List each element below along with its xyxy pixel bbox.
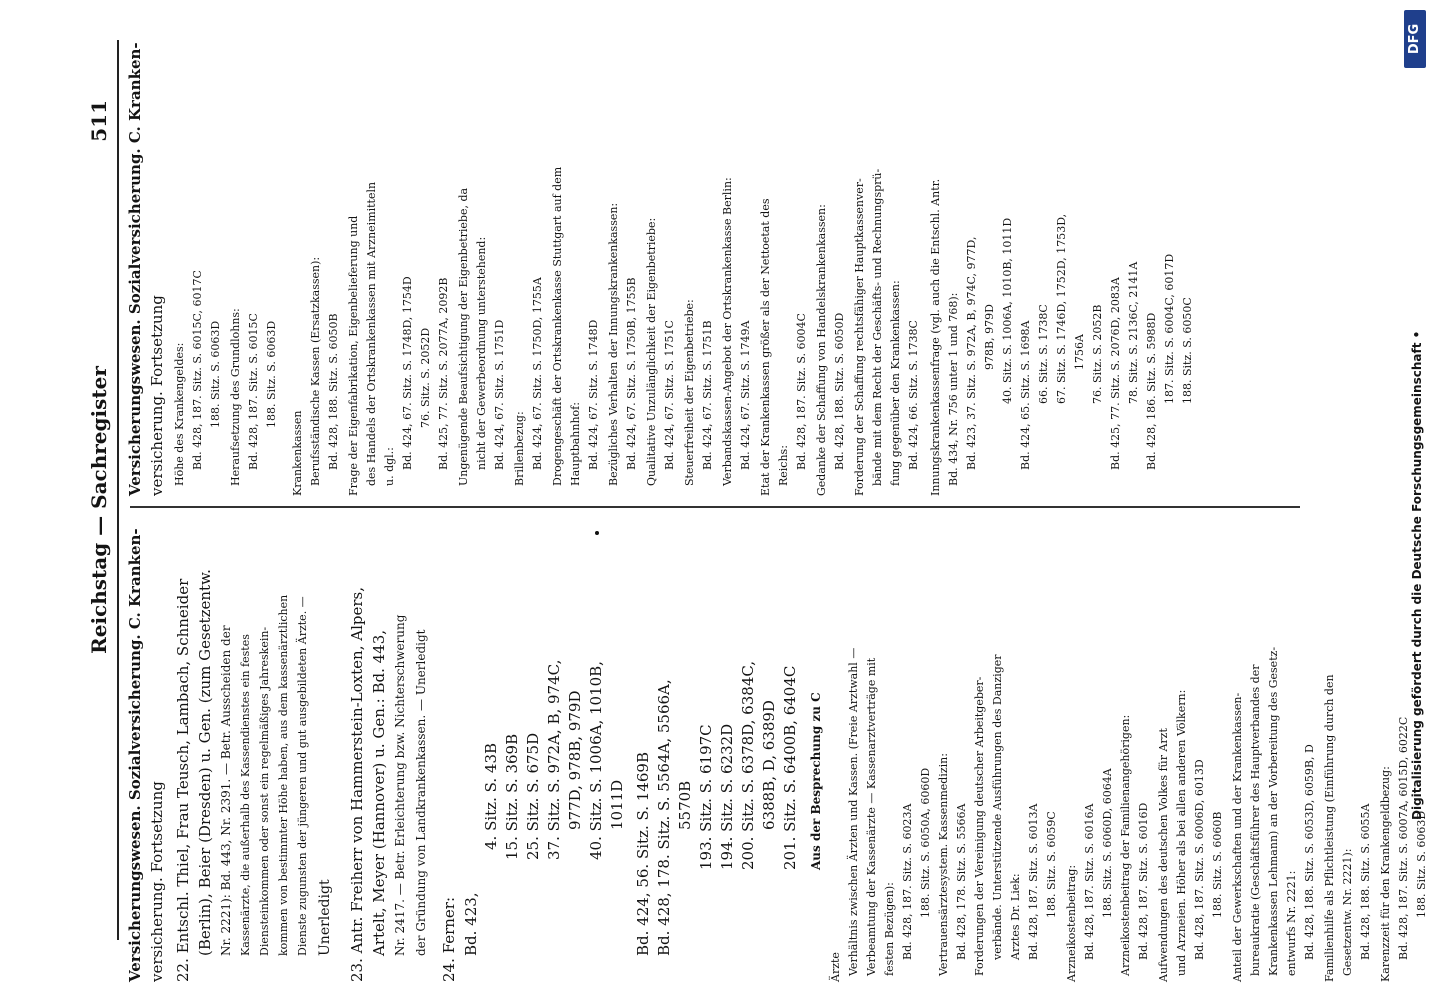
index-entry-line: 24. Ferner: <box>440 896 458 982</box>
index-entry-line: Bd. 428, 188. Sitz. S. 6050D <box>833 312 846 470</box>
running-head <box>87 100 123 940</box>
index-entry-line: bureaukratie (Geschäftsführer des Hauptverbandes der <box>1249 664 1262 976</box>
index-entry-line: Bd. 428, 188. Sitz. S. 6050B <box>327 313 340 470</box>
index-entry-line: 40. Sitz. S. 1006A, 1010B, <box>587 661 605 860</box>
index-entry-line: Bd. 428, 187. Sitz. S. 6015C, 6017C <box>191 270 204 470</box>
index-entry-line: Bd. 425, 77. Sitz. S. 2077A, 2092B <box>437 277 450 470</box>
index-entry-line: Ungenügende Beaufsichtigung der Eigenbetriebe, da <box>457 187 470 486</box>
ink-speck <box>595 531 599 535</box>
index-entry-line: Bd. 428, 187. Sitz. S. 6015C <box>247 313 260 470</box>
index-entry-line: festen Bezügen): <box>883 882 896 976</box>
index-entry-line: Nr. 2417. — Betr. Erleichterung bzw. Nichterschwerung <box>393 614 407 956</box>
index-entry-line: 188. Sitz. S. 6050C <box>1181 297 1194 404</box>
index-entry-line: fung gegenüber den Krankenkassen: <box>889 280 902 486</box>
index-entry-line: Innungskrankenkassenfrage (vgl. auch die Entschl. Antr. <box>929 178 942 496</box>
index-entry-line: Bd. 424, 67. Sitz. S. 1750B, 1755B <box>625 277 638 470</box>
header-rule <box>117 40 119 940</box>
index-entry-line: 188. Sitz. S. 6060D, 6064A <box>1101 768 1114 918</box>
index-entry-line: 200. Sitz. S. 6378D, 6384C, <box>739 660 757 870</box>
index-entry-line: Brillenbezug: <box>513 411 526 486</box>
index-entry-line: Bd. 424, 66. Sitz. S. 1738C <box>907 320 920 470</box>
index-entry-line: des Handels der Ortskrankenkassen mit Arzneimitteln <box>365 181 378 486</box>
index-entry-line: Bd. 428, 187. Sitz. S. 6013A <box>1027 803 1040 960</box>
index-entry-line: 188. Sitz. S. 6063D <box>265 320 278 428</box>
index-entry-line: 76. Sitz. S. 2052B <box>1091 304 1104 404</box>
index-entry-line: 5570B <box>676 780 694 830</box>
index-entry-line: Bd. 423, <box>462 892 480 956</box>
index-entry-line: Artelt, Meyer (Hannover) u. Gen.: Bd. 443, <box>370 629 388 956</box>
index-entry-line: Bd. 424, 67. Sitz. S. 1751D <box>493 319 506 470</box>
index-entry-line: Bd. 428, 187. Sitz. S. 6007A, 6015D, 6022C <box>1397 716 1410 960</box>
index-entry-line: Hauptbahnhof: <box>569 402 582 486</box>
index-entry-line: 1011D <box>608 779 626 830</box>
index-entry-line: Bd. 424, 67. Sitz. S. 1748D <box>587 319 600 470</box>
index-entry-line: Aus der Besprechung zu C <box>809 692 823 870</box>
index-entry-line: 25. Sitz. S. 675D <box>524 732 542 860</box>
index-entry-line: Verbandskassen-Angebot der Ortskrankenkasse Berlin: <box>721 177 734 486</box>
index-entry-line: Bd. 428, 187. Sitz. S. 6006D, 6013D <box>1193 759 1206 960</box>
index-entry-line: 188. Sitz. S. 6063D <box>1415 810 1428 918</box>
index-entry-line: Bd. 428, 178. Sitz. S. 5564A, 5566A, <box>655 679 673 956</box>
index-entry-line: Bd. 424, 67. Sitz. S. 1751C <box>663 320 676 470</box>
index-entry-line: Bd. 424, 56. Sitz. S. 1469B <box>634 752 652 956</box>
index-entry-line: Verbeamtung der Kassenärzte — Kassenarztverträge mit <box>865 657 878 976</box>
index-entry-line: 1756A <box>1073 334 1086 370</box>
index-entry-line: 78. Sitz. S. 2136C, 2141A <box>1127 261 1140 404</box>
index-entry-line: 188. Sitz. S. 6063D <box>209 320 222 428</box>
index-entry-line: Bd. 428, 187. Sitz. S. 6004C <box>795 313 808 470</box>
index-entry-line: Versicherungswesen. Sozialversicherung. C. Kranken- <box>126 528 144 982</box>
index-entry-line: 188. Sitz. S. 6059C <box>1045 811 1058 918</box>
index-entry-line: Bd. 428, 178. Sitz. S. 5566A <box>955 803 968 960</box>
right-column <box>124 20 1324 500</box>
index-entry-line: 201. Sitz. S. 6400B, 6404C <box>781 665 799 870</box>
index-entry-line: Ärzte <box>829 952 842 982</box>
index-entry-line: verbände. Unterstützende Ausführungen des Danziger <box>991 654 1004 960</box>
index-entry-line: 15. Sitz. S. 369B <box>503 733 521 860</box>
index-entry-line: Arzneikostenbeitrag der Familienangehörigen: <box>1119 714 1132 976</box>
index-entry-line: 187. Sitz. S. 6004C, 6017D <box>1163 253 1176 404</box>
index-entry-line: 40. Sitz. S. 1006A, 1010B, 1011D <box>1001 217 1014 404</box>
index-entry-line: Bd. 428, 188. Sitz. S. 6053D, 6059B, D <box>1303 744 1316 960</box>
index-entry-line: 22. Entschl. Thiel, Frau Teusch, Lambach, Schneider <box>174 578 192 982</box>
index-entry-line: bände mit dem Recht der Geschäfts- und Rechnungsprü- <box>871 168 884 486</box>
index-entry-line: u. dgl.: <box>383 447 396 486</box>
index-entry-line: und Arzneien. Höher als bei allen anderen Völkern: <box>1175 689 1188 976</box>
index-entry-line: Bd. 428, 187. Sitz. S. 6016D <box>1137 802 1150 960</box>
index-entry-line: Bd. 425, 77. Sitz. S. 2076D, 2083A <box>1109 277 1122 470</box>
index-entry-line: Bd. 424, 67. Sitz. S. 1749A <box>739 320 752 470</box>
index-entry-line: Dienste zugunsten der jüngeren und gut ausgebildeten Ärzte. — <box>296 596 309 956</box>
dfg-logo: DFG <box>1404 10 1426 68</box>
index-entry-line: nicht der Gewerbeordnung unterstehend: <box>475 236 488 470</box>
index-entry-line: Berufsständische Kassen (Ersatzkassen): <box>309 256 322 486</box>
index-entry-line: Arzneikostenbeitrag: <box>1065 864 1078 982</box>
index-entry-line: 67. Sitz. S. 1746D, 1752D, 1753D, <box>1055 213 1068 404</box>
index-entry-line: Kassenärzte, die außerhalb des Kassendienstes ein festes <box>239 634 252 956</box>
index-entry-line: Bd. 424, 67. Sitz. S. 1751B <box>701 320 714 470</box>
index-entry-line: Bd. 424, 65. Sitz. S. 1698A <box>1019 320 1032 470</box>
index-entry-line: Bd. 428, 186. Sitz. S. 5988D <box>1145 312 1158 470</box>
index-entry-line: Frage der Eigenfabrikation, Eigenbelieferung und <box>347 215 360 496</box>
index-entry-line: 193. Sitz. S. 6197C <box>697 724 715 870</box>
index-entry-line: 6388B, D, 6389D <box>760 700 778 830</box>
index-entry-line: Höhe des Krankengeldes: <box>173 342 186 486</box>
index-entry-line: Familienhilfe als Pflichtleistung (Einführung durch den <box>1323 674 1336 982</box>
column-divider <box>130 507 1300 509</box>
index-entry-line: 23. Antr. Freiherr von Hammerstein-Loxten, Alpers, <box>348 587 366 982</box>
running-title: Reichstag — Sachregister <box>87 366 111 654</box>
index-entry-line: Gesetzentw. Nr. 2221): <box>1341 848 1354 976</box>
index-entry-line: 194. Sitz. S. 6232D <box>718 723 736 870</box>
index-entry-line: Aufwendungen des deutschen Volkes für Arzt <box>1157 728 1170 982</box>
index-entry-line: Krankenkassen <box>291 410 304 496</box>
index-entry-line: Etat der Krankenkassen größer als der Nettoetat des <box>759 198 772 496</box>
index-entry-line: Versicherungswesen. Sozialversicherung. C. Kranken- <box>126 42 144 496</box>
index-entry-line: 188. Sitz. S. 6060B <box>1211 811 1224 918</box>
index-entry-line: der Gründung von Landkrankenkassen. — Unerledigt <box>414 629 428 956</box>
index-entry-line: Gedanke der Schaffung von Handelskrankenkassen: <box>815 204 828 496</box>
index-entry-line: Reichs: <box>777 445 790 486</box>
index-entry-line: 4. Sitz. S. 43B <box>482 742 500 850</box>
page-number: 511 <box>87 100 111 142</box>
index-entry-line: Bd. 428, 187. Sitz. S. 6023A <box>901 803 914 960</box>
index-entry-line: 978B, 979D <box>983 304 996 370</box>
index-entry-line: Bd. 424, 67. Sitz. S. 1750D, 1755A <box>531 277 544 470</box>
index-entry-line: (Berlin), Beier (Dresden) u. Gen. (zum Gesetzentw. <box>196 569 214 956</box>
index-entry-line: entwurfs Nr. 2221: <box>1285 870 1298 976</box>
index-entry-line: Qualitative Unzulänglichkeit der Eigenbetriebe: <box>645 217 658 486</box>
index-entry-line: Bd. 423, 37. Sitz. S. 972A, B, 974C, 977D, <box>965 236 978 470</box>
index-entry-line: Arztes Dr. Liek: <box>1009 873 1022 960</box>
index-entry-line: Diensteinkommen oder sonst ein regelmäßiges Jahreskein- <box>258 626 271 956</box>
index-entry-line: Heraufsetzung des Grundlohns: <box>229 308 242 486</box>
index-entry-line: Verhältnis zwischen Ärzten und Kassen. (Freie Arztwahl — <box>847 647 860 976</box>
index-entry-line: 76. Sitz. S. 2052D <box>419 327 432 428</box>
index-entry-line: Steuerfreiheit der Eigenbetriebe: <box>683 299 696 486</box>
index-entry-line: Nr. 2221): Bd. 443, Nr. 2391. — Betr. Ausscheiden der <box>219 625 233 956</box>
index-entry-line: Anteil der Gewerkschaften und der Krankenkassen- <box>1231 692 1244 982</box>
digitization-note: Digitalisierung gefördert durch die Deutsche Forschungsgemeinschaft • <box>1410 330 1424 820</box>
index-entry-line: 977D, 978B, 979D <box>566 690 584 830</box>
index-entry-line: versicherung. Fortsetzung <box>148 781 166 982</box>
index-entry-line: Bd. 428, 187. Sitz. S. 6016A <box>1083 803 1096 960</box>
index-entry-line: Unerledigt <box>317 879 333 956</box>
index-entry-line: Bd. 434, Nr. 756 unter 1 und 768): <box>947 292 960 486</box>
index-entry-line: 188. Sitz. S. 6050A, 6060D <box>919 767 932 918</box>
index-entry-line: Drogengeschäft der Ortskrankenkasse Stuttgart auf dem <box>551 166 564 486</box>
index-entry-line: Karenzzeit für den Krankengeldbezug: <box>1379 766 1392 982</box>
index-entry-line: kommen von bestimmter Höhe haben, aus dem kassenärztlichen <box>277 594 290 956</box>
index-entry-line: Krankenkassen Lehmann) an der Vorbereitung des Gesetz- <box>1267 646 1280 976</box>
index-entry-line: Bezügliches Verhalten der Innungskrankenkassen: <box>607 202 620 486</box>
index-entry-line: Vertrauensärztesystem. Kassenmedizin: <box>937 753 950 976</box>
index-entry-line: 66. Sitz. S. 1738C <box>1037 304 1050 404</box>
index-entry-line: 37. Sitz. S. 972A, B, 974C, <box>545 659 563 860</box>
index-entry-line: Bd. 424, 67. Sitz. S. 1748D, 1754D <box>401 276 414 470</box>
index-entry-line: Bd. 428, 188. Sitz. S. 6055A <box>1359 803 1372 960</box>
index-entry-line: versicherung. Fortsetzung <box>148 295 166 496</box>
index-entry-line: Forderungen der Vereinigung deutscher Arbeitgeber- <box>973 676 986 976</box>
index-entry-line: Forderung der Schaffung rechtsfähiger Hauptkassenver- <box>853 178 866 496</box>
